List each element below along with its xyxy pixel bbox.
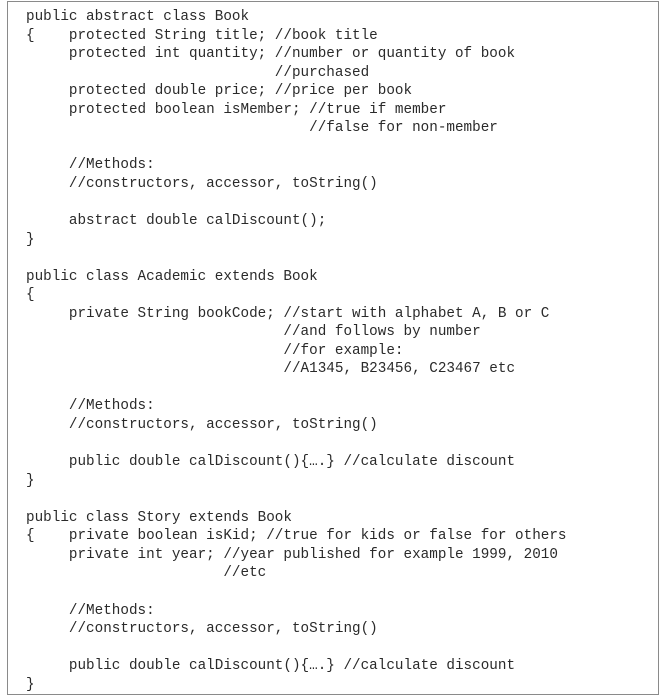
code-line: //Methods:: [26, 602, 155, 619]
code-line: //Methods:: [26, 157, 155, 174]
code-line: private String bookCode; //start with alphabet A, B or C: [26, 305, 550, 322]
code-line: [26, 639, 654, 658]
code-line: public class Story extends Book: [26, 509, 292, 526]
code-line: public abstract class Book: [26, 9, 250, 25]
code-line: [26, 583, 654, 602]
code-line: //and follows by number: [26, 324, 481, 341]
code-line: [26, 490, 654, 509]
code-line: [26, 435, 654, 454]
code-line: //constructors, accessor, toString(): [26, 175, 378, 192]
code-line: }: [26, 231, 35, 248]
code-line: //constructors, accessor, toString(): [26, 417, 378, 434]
code-listing: [26, 8, 654, 694]
code-line: public double calDiscount(){….} //calculate discount: [26, 454, 516, 471]
code-line: public double calDiscount(){….} //calculate discount: [26, 658, 516, 675]
code-line: //purchased: [26, 64, 370, 81]
code-line: public class Academic extends Book: [26, 268, 318, 285]
code-line: private int year; //year published for example 1999, 2010: [26, 546, 558, 563]
code-line: {: [26, 287, 35, 304]
code-line: { protected String title; //book title: [26, 27, 378, 44]
code-line: }: [26, 472, 35, 489]
code-listing-frame: [7, 1, 659, 695]
code-line: [26, 249, 654, 268]
code-line: //for example:: [26, 342, 404, 359]
code-line: //false for non-member: [26, 120, 498, 137]
code-line: protected double price; //price per book: [26, 83, 413, 100]
code-line: //etc: [26, 565, 267, 582]
code-line: [26, 193, 654, 212]
code-line: { private boolean isKid; //true for kids or false for others: [26, 528, 567, 545]
code-line: protected int quantity; //number or quantity of book: [26, 46, 516, 63]
code-line: protected boolean isMember; //true if member: [26, 101, 447, 118]
code-line: //A1345, B23456, C23467 etc: [26, 361, 516, 378]
code-line: [26, 138, 654, 157]
code-line: //constructors, accessor, toString(): [26, 621, 378, 638]
code-line: //Methods:: [26, 398, 155, 415]
code-line: abstract double calDiscount();: [26, 213, 327, 230]
code-line: [26, 379, 654, 398]
code-line: }: [26, 676, 35, 693]
